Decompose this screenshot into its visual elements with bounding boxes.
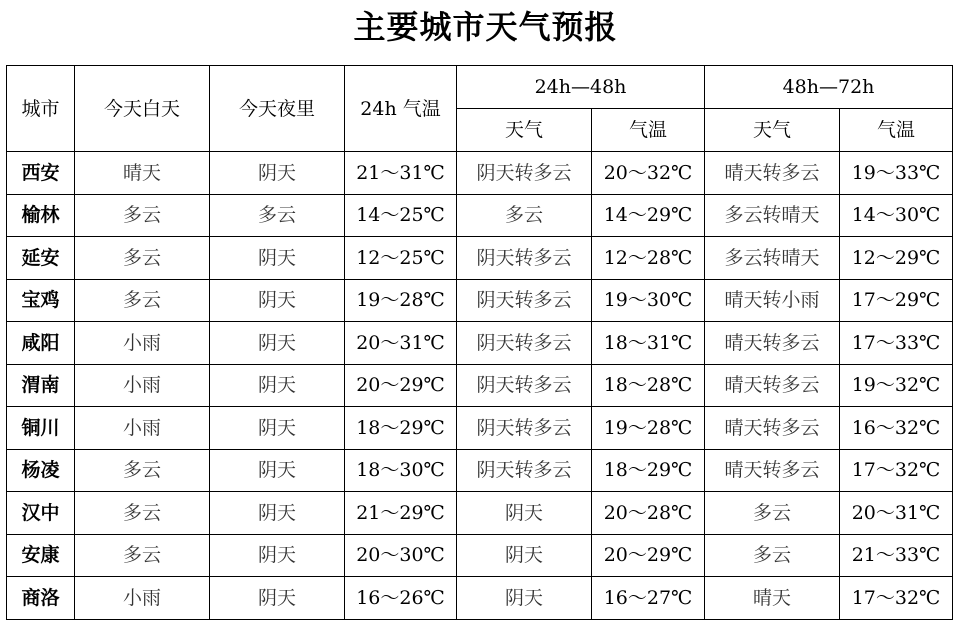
temp-24h-cell: 20～31℃ (345, 322, 457, 365)
table-row (7, 152, 953, 195)
today-night-cell: 阴天 (210, 279, 345, 322)
temp-48-cell: 20～32℃ (592, 152, 705, 195)
table-row (7, 279, 953, 322)
weather-72-cell: 晴天转多云 (705, 407, 840, 450)
today-night-cell: 阴天 (210, 364, 345, 407)
table-header (7, 66, 953, 152)
header-city: 城市 (7, 66, 75, 152)
temp-24h-cell: 14～25℃ (345, 194, 457, 237)
today-day-cell: 多云 (75, 449, 210, 492)
temp-24h-cell: 16～26℃ (345, 577, 457, 620)
header-weather-48: 天气 (457, 109, 592, 152)
weather-72-cell: 晴天转多云 (705, 364, 840, 407)
header-range-48-72: 48h—72h (705, 66, 953, 109)
today-night-cell: 阴天 (210, 449, 345, 492)
weather-forecast-table (6, 65, 953, 620)
temp-48-cell: 20～28℃ (592, 492, 705, 535)
weather-72-cell: 多云转晴天 (705, 237, 840, 280)
header-weather-72: 天气 (705, 109, 840, 152)
temp-72-cell: 12～29℃ (840, 237, 953, 280)
city-cell: 渭南 (7, 364, 75, 407)
temp-48-cell: 12～28℃ (592, 237, 705, 280)
city-cell: 铜川 (7, 407, 75, 450)
today-night-cell: 阴天 (210, 534, 345, 577)
temp-72-cell: 17～32℃ (840, 577, 953, 620)
temp-48-cell: 20～29℃ (592, 534, 705, 577)
table-row (7, 492, 953, 535)
temp-72-cell: 17～29℃ (840, 279, 953, 322)
today-day-cell: 小雨 (75, 364, 210, 407)
temp-48-cell: 18～31℃ (592, 322, 705, 365)
today-night-cell: 多云 (210, 194, 345, 237)
weather-72-cell: 晴天转多云 (705, 152, 840, 195)
weather-48-cell: 阴天转多云 (457, 152, 592, 195)
weather-48-cell: 阴天 (457, 577, 592, 620)
header-temp-72: 气温 (840, 109, 953, 152)
page-title: 主要城市天气预报 (353, 8, 618, 46)
weather-72-cell: 多云转晴天 (705, 194, 840, 237)
header-temp-48: 气温 (592, 109, 705, 152)
temp-48-cell: 19～28℃ (592, 407, 705, 450)
header-range-24-48: 24h—48h (457, 66, 705, 109)
table-row (7, 449, 953, 492)
city-cell: 宝鸡 (7, 279, 75, 322)
weather-48-cell: 阴天转多云 (457, 407, 592, 450)
temp-24h-cell: 19～28℃ (345, 279, 457, 322)
weather-48-cell: 阴天转多云 (457, 237, 592, 280)
table-row (7, 407, 953, 450)
weather-48-cell: 阴天转多云 (457, 364, 592, 407)
temp-48-cell: 14～29℃ (592, 194, 705, 237)
today-day-cell: 小雨 (75, 407, 210, 450)
table-row (7, 534, 953, 577)
today-day-cell: 多云 (75, 279, 210, 322)
header-today-night: 今天夜里 (210, 66, 345, 152)
table-row (7, 194, 953, 237)
city-cell: 西安 (7, 152, 75, 195)
temp-48-cell: 18～28℃ (592, 364, 705, 407)
weather-72-cell: 晴天转小雨 (705, 279, 840, 322)
temp-72-cell: 20～31℃ (840, 492, 953, 535)
temp-72-cell: 17～32℃ (840, 449, 953, 492)
weather-48-cell: 阴天 (457, 534, 592, 577)
city-cell: 延安 (7, 237, 75, 280)
today-day-cell: 小雨 (75, 577, 210, 620)
temp-72-cell: 17～33℃ (840, 322, 953, 365)
today-night-cell: 阴天 (210, 322, 345, 365)
city-cell: 安康 (7, 534, 75, 577)
today-day-cell: 多云 (75, 194, 210, 237)
table-row (7, 577, 953, 620)
temp-72-cell: 16～32℃ (840, 407, 953, 450)
today-day-cell: 多云 (75, 492, 210, 535)
today-day-cell: 晴天 (75, 152, 210, 195)
today-night-cell: 阴天 (210, 152, 345, 195)
temp-48-cell: 19～30℃ (592, 279, 705, 322)
temp-24h-cell: 18～30℃ (345, 449, 457, 492)
temp-24h-cell: 12～25℃ (345, 237, 457, 280)
weather-48-cell: 阴天转多云 (457, 322, 592, 365)
table-row (7, 364, 953, 407)
city-cell: 汉中 (7, 492, 75, 535)
weather-72-cell: 多云 (705, 492, 840, 535)
today-night-cell: 阴天 (210, 407, 345, 450)
temp-24h-cell: 21～31℃ (345, 152, 457, 195)
header-today-day: 今天白天 (75, 66, 210, 152)
temp-24h-cell: 21～29℃ (345, 492, 457, 535)
today-day-cell: 小雨 (75, 322, 210, 365)
temp-48-cell: 16～27℃ (592, 577, 705, 620)
temp-72-cell: 21～33℃ (840, 534, 953, 577)
temp-72-cell: 14～30℃ (840, 194, 953, 237)
temp-72-cell: 19～32℃ (840, 364, 953, 407)
temp-48-cell: 18～29℃ (592, 449, 705, 492)
weather-48-cell: 多云 (457, 194, 592, 237)
temp-72-cell: 19～33℃ (840, 152, 953, 195)
weather-72-cell: 多云 (705, 534, 840, 577)
table-body (7, 152, 953, 620)
city-cell: 榆林 (7, 194, 75, 237)
today-day-cell: 多云 (75, 237, 210, 280)
temp-24h-cell: 20～30℃ (345, 534, 457, 577)
table-row (7, 237, 953, 280)
city-cell: 杨凌 (7, 449, 75, 492)
weather-72-cell: 晴天 (705, 577, 840, 620)
weather-72-cell: 晴天转多云 (705, 322, 840, 365)
today-night-cell: 阴天 (210, 237, 345, 280)
weather-48-cell: 阴天 (457, 492, 592, 535)
table-row (7, 322, 953, 365)
city-cell: 咸阳 (7, 322, 75, 365)
today-night-cell: 阴天 (210, 577, 345, 620)
header-temp-24h: 24h 气温 (345, 66, 457, 152)
city-cell: 商洛 (7, 577, 75, 620)
temp-24h-cell: 18～29℃ (345, 407, 457, 450)
weather-48-cell: 阴天转多云 (457, 279, 592, 322)
weather-48-cell: 阴天转多云 (457, 449, 592, 492)
today-day-cell: 多云 (75, 534, 210, 577)
weather-72-cell: 晴天转多云 (705, 449, 840, 492)
temp-24h-cell: 20～29℃ (345, 364, 457, 407)
today-night-cell: 阴天 (210, 492, 345, 535)
